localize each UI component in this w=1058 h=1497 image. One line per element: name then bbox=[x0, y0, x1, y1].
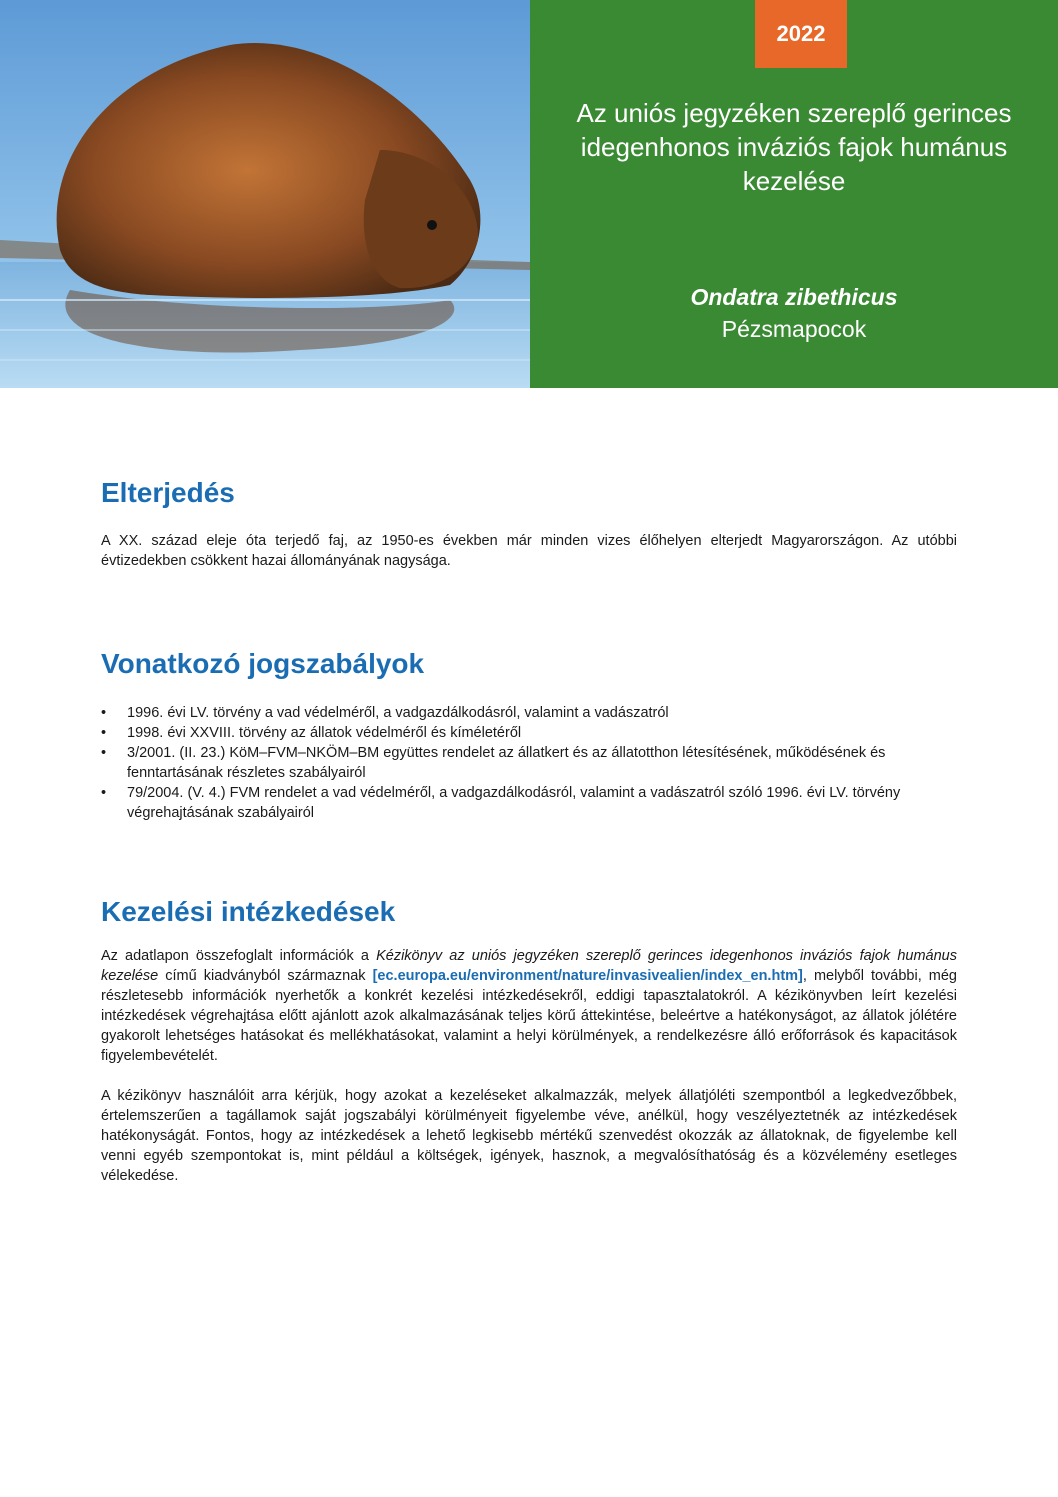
measures-paragraph-2: A kézikönyv használóit arra kérjük, hogy azokat a kezeléseket alkalmazzák, melyek állatjóléti szempontból a legkedvezőbbek, értelemszerűen a tagállamok saját jogszabályi körülményeit figyelembe véve, anélkül, hogy veszélyeztetnék az intézkedések hatékonyságát. Fontos, hogy az intézkedések a lehető legkisebb mértékű szenvedést okozzák az állatoknak, de figyelembe kell venni egyéb szempontokat is, mint például a költségek, igények, hasznok, a megvalósíthatóság és a közvélemény esetleges vélekedése. bbox=[101, 1088, 957, 1184]
year-badge: 2022 bbox=[755, 0, 847, 68]
species-common-name: Pézsmapocok bbox=[721, 316, 867, 342]
header-banner bbox=[0, 0, 1058, 388]
title-panel bbox=[530, 0, 1058, 388]
handbook-title: Kézikönyv az uniós jegyzéken szereplő gerinces idegenhonos inváziós fajok humánus kezelése bbox=[101, 948, 957, 984]
section-heading-distribution: Elterjedés bbox=[101, 477, 235, 508]
measures-text-start: Az adatlapon összefoglalt információk a bbox=[101, 948, 377, 964]
muskrat-photo bbox=[0, 0, 530, 388]
measures-paragraph-1 bbox=[101, 946, 957, 1066]
law-item: • 1996. évi LV. törvény a vad védelméről, a vadgazdálkodásról, valamint a vadászatról bbox=[101, 703, 961, 723]
handbook-link[interactable]: [ec.europa.eu/environment/nature/invasivealien/index_en.htm] bbox=[372, 968, 803, 984]
law-item: • 79/2004. (V. 4.) FVM rendelet a vad védelméről, a vadgazdálkodásról, valamint a vadászatról szóló 1996. évi LV. törvény végrehajtásának szabályairól bbox=[101, 783, 961, 823]
distribution-text: A XX. század eleje óta terjedő faj, az 1950-es években már minden vizes élőhelyen elterjedt Magyarországon. Az utóbbi évtizedekben csökkent hazai állományának nagysága. bbox=[101, 533, 957, 569]
section-heading-laws: Vonatkozó jogszabályok bbox=[101, 648, 425, 679]
law-item: • 1998. évi XXVIII. törvény az állatok védelméről és kíméletéről bbox=[101, 723, 961, 743]
section-heading-measures: Kezelési intézkedések bbox=[101, 896, 396, 927]
muskrat-image bbox=[0, 0, 530, 388]
page-title: Az uniós jegyzéken szereplő gerinces idegenhonos inváziós fajok humánus kezelése bbox=[576, 98, 1012, 196]
laws-list bbox=[101, 703, 961, 823]
measures-text-end: , melyből további, még részletesebb információk nyerhetők a konkrét kezelési intézkedésekről, eddigi tapasztalatokról. A kézikönyvben leírt kezelési intézkedések végrehajtása előtt ajánlott azok alkalmazásának teljes körű áttekintése, beleértve a hatékonyságot, az állatok jólétére gyakorolt lehetséges hatásokat és mellékhatásokat, valamint a helyi körülmények, a rendelkezésre álló erőforrások és kapacitások figyelembevételét. bbox=[101, 968, 957, 1064]
measures-text-mid: című kiadványból származnak bbox=[158, 968, 373, 984]
species-latin-name: Ondatra zibethicus bbox=[690, 284, 898, 310]
law-item: • 3/2001. (II. 23.) KöM–FVM–NKÖM–BM együttes rendelet az állatkert és az állatotthon létesítésének, működésének és fenntartásának részletes szabályairól bbox=[101, 743, 961, 783]
